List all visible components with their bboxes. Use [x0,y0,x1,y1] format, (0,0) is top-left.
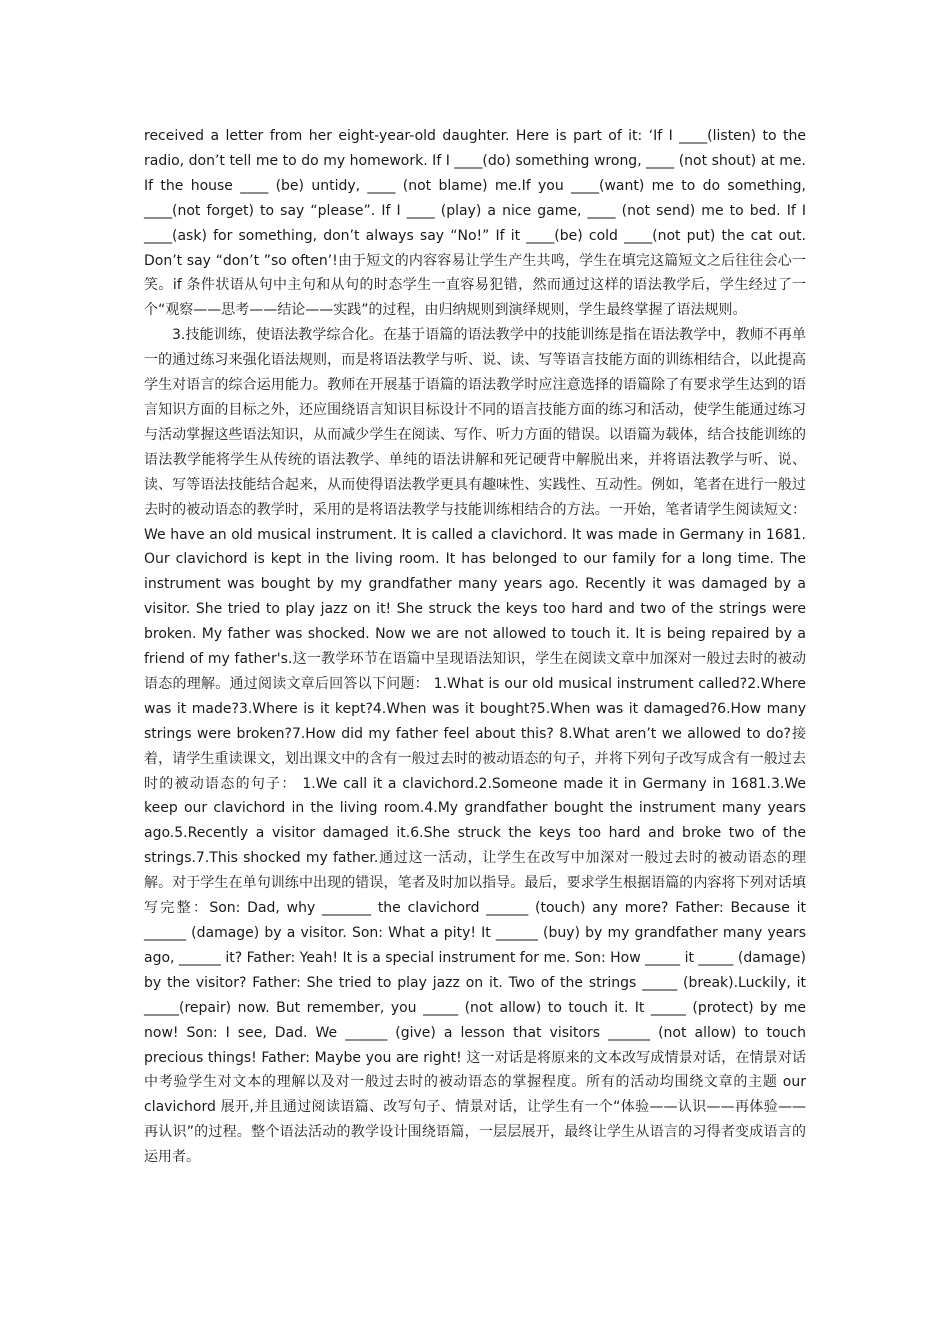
document-page [144,124,806,1170]
paragraph-conditional-exercise: received a letter from her eight-year-old daughter. Here is part of it: ‘If I ____(listen) to the radio, don’t tell me to do my homework. If I ____(do) something wrong, ____ (not shout) at me. If the house ____ (be) untidy, ____ (not blame) me.If you ____(want) me to do something, ____(not forget) to say “please”. If I ____ (play) a nice game, ____ (not send) me to bed. If I ____(ask) for something, don’t always say “No!” If it ____(be) cold ____(not put) the cat out. Don’t say “don’t ”so often’!由于短文的内容容易让学生产生共鸣，学生在填完这篇短文之后往往会心一笑。if 条件状语从句中主句和从句的时态学生一直容易犯错，然而通过这样的语法教学后，学生经过了一个“观察——思考——结论——实践”的过程，由归纳规则到演绎规则，学生最终掌握了语法规则。 [144,128,806,319]
paragraph-skill-training: 3.技能训练，使语法教学综合化。在基于语篇的语法教学中的技能训练是指在语法教学中，教师不再单一的通过练习来强化语法规则，而是将语法教学与听、说、读、写等语言技能方面的训练相结合，以此提高学生对语言的综合运用能力。教师在开展基于语篇的语法教学时应注意选择的语篇除了有要求学生达到的语言知识方面的目标之外，还应围绕语言知识目标设计不同的语言技能方面的练习和活动，使学生能通过练习与活动掌握这些语法知识，从而减少学生在阅读、写作、听力方面的错误。以语篇为载体，结合技能训练的语法教学能将学生从传统的语法教学、单纯的语法讲解和死记硬背中解脱出来，并将语法教学与听、说、读、写等语法技能结合起来，从而使得语法教学更具有趣味性、实践性、互动性。例如，笔者在进行一般过去时的被动语态的教学时，采用的是将语法教学与技能训练相结合的方法。一开始，笔者请学生阅读短文：We have an old musical instrument. It is called a clavichord. It was made in Germany in 1681. Our clavichord is kept in the living room. It has belonged to our family for a long time. The instrument was bought by my grandfather many years ago. Recently it was damaged by a visitor. She tried to play jazz on it! She struck the keys too hard and two of the strings were broken. My father was shocked. Now we are not allowed to touch it. It is being repaired by a friend of my father's.这一教学环节在语篇中呈现语法知识，学生在阅读文章中加深对一般过去时的被动语态的理解。通过阅读文章后回答以下问题： 1.What is our old musical instrument called?2.Where was it made?3.Where is it kept?4.When was it bought?5.When was it damaged?6.How many strings were broken?7.How did my father feel about this? 8.What aren’t we allowed to do?接着，请学生重读课文，划出课文中的含有一般过去时的被动语态的句子，并将下列句子改写成含有一般过去时的被动语态的句子： 1.We call it a clavichord.2.Someone made it in Germany in 1681.3.We keep our clavichord in the living room.4.My grandfather bought the instrument many years ago.5.Recently a visitor damaged it.6.She struck the keys too hard and broke two of the strings.7.This shocked my father.通过这一活动，让学生在改写中加深对一般过去时的被动语态的理解。对于学生在单句训练中出现的错误，笔者及时加以指导。最后，要求学生根据语篇的内容将下列对话填写完整：Son: Dad, why _______ the clavichord ______ (touch) any more? Father: Because it ______ (damage) by a visitor. Son: What a pity! It ______ (buy) by my grandfather many years ago, ______ it? Father: Yeah! It is a special instrument for me. Son: How _____ it _____ (damage) by the visitor? Father: She tried to play jazz on it. Two of the strings _____ (break).Luckily, it _____(repair) now. But remember, you _____ (not allow) to touch it. It _____ (protect) by me now! Son: I see, Dad. We ______ (give) a lesson that visitors ______ (not allow) to touch precious things! Father: Maybe you are right! 这一对话是将原来的文本改写成情景对话，在情景对话中考验学生对文本的理解以及对一般过去时的被动语态的掌握程度。所有的活动均围绕文章的主题 our clavichord 展开,并且通过阅读语篇、改写句子、情景对话，让学生有一个“体验——认识——再体验——再认识”的过程。整个语法活动的教学设计围绕语篇，一层层展开，最终让学生从语言的习得者变成语言的运用者。 [144,327,806,1166]
